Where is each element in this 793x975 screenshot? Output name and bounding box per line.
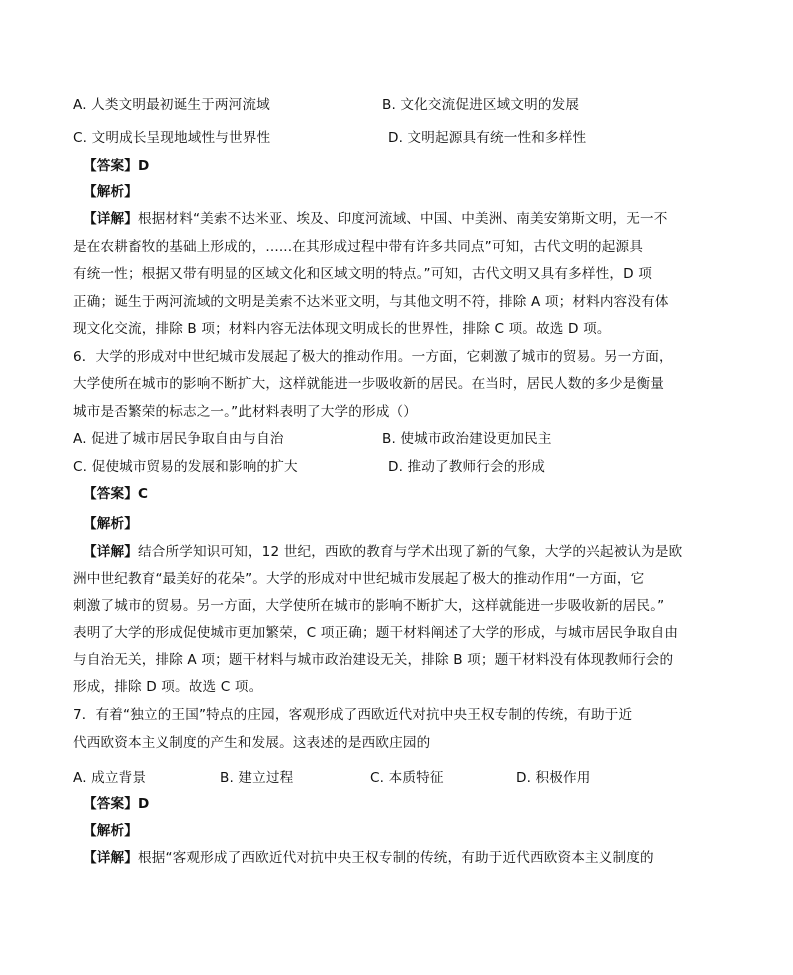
q7-stem-line: 7．有着“独立的王国”特点的庄园，客观形成了西欧近代对抗中央王权专制的传统，有助于近 [73,707,633,723]
q5-analysis-label: 【解析】 [83,184,138,200]
answer-value: D [137,796,150,812]
q7-detail-line [83,848,654,868]
answer-value: D [137,158,150,174]
q5-option-d: D. 文明起源具有统一性和多样性 [388,130,587,146]
q7-option-a: A. 成立背景 [73,770,147,786]
q6-analysis-label: 【解析】 [83,516,138,532]
q6-detail-line: 表明了大学的形成促使城市更加繁荣，C 项正确；题干材料阐述了大学的形成，与城市居民争取自由 [73,625,679,641]
q5-option-a: A. 人类文明最初诞生于两河流域 [73,97,270,113]
q6-option-b: B. 使城市政治建设更加民主 [382,431,552,447]
q6-detail-line: 形成，排除 D 项。故选 C 项。 [73,679,263,695]
q6-option-a: A. 促进了城市居民争取自由与自治 [73,431,284,447]
detail-text: 根据材料“美索不达米亚、埃及、印度河流域、中国、中美洲、南美安第斯文明，无一不 [137,211,668,227]
answer-label: 【答案】 [83,796,138,812]
q5-detail-line: 是在农耕畜牧的基础上形成的，......在其形成过程中带有许多共同点”可知，古代文明的起源具 [73,239,644,255]
q7-option-c: C. 本质特征 [370,770,444,786]
answer-value: C [137,486,149,502]
q5-option-c: C. 文明成长呈现地域性与世界性 [73,130,271,146]
detail-label: 【详解】 [83,850,138,866]
q6-option-c: C. 促使城市贸易的发展和影响的扩大 [73,459,298,475]
q6-option-d: D. 推动了教师行会的形成 [388,459,545,475]
detail-label: 【详解】 [83,211,138,227]
q6-stem-line: 城市是否繁荣的标志之一。”此材料表明了大学的形成（） [73,404,417,420]
q6-detail-line [83,542,682,562]
answer-label: 【答案】 [83,158,138,174]
q5-detail-line: 正确；诞生于两河流域的文明是美索不达米亚文明，与其他文明不符，排除 A 项；材料内容没有体 [73,294,669,310]
q7-option-d: D. 积极作用 [516,770,591,786]
detail-text: 结合所学知识可知，12 世纪，西欧的教育与学术出现了新的气象，大学的兴起被认为是欧 [137,544,683,560]
q6-detail-line: 刺激了城市的贸易。另一方面，大学使所在城市的影响不断扩大，这样就能进一步吸收新的居民。” [73,598,665,614]
q7-analysis-label: 【解析】 [83,823,138,839]
q6-answer [83,484,148,504]
q6-detail-line: 与自治无关，排除 A 项；题干材料与城市政治建设无关，排除 B 项；题干材料没有体现教师行会的 [73,652,674,668]
q6-stem-line: 6．大学的形成对中世纪城市发展起了极大的推动作用。一方面，它刺激了城市的贸易。另一方面， [73,349,673,365]
q7-stem-line: 代西欧资本主义制度的产生和发展。这表述的是西欧庄园的 [73,735,431,751]
q5-detail-line: 现文化交流，排除 B 项；材料内容无法体现文明成长的世界性，排除 C 项。故选 D 项。 [73,321,611,337]
q7-option-b: B. 建立过程 [220,770,294,786]
detail-text: 根据“客观形成了西欧近代对抗中央王权专制的传统，有助于近代西欧资本主义制度的 [137,850,654,866]
q7-answer [83,794,149,814]
q5-option-b: B. 文化交流促进区域文明的发展 [382,97,580,113]
q5-detail-line [83,209,667,229]
answer-label: 【答案】 [83,486,138,502]
q5-answer [83,156,149,176]
q5-detail-line: 有统一性；根据又带有明显的区域文化和区域文明的特点。”可知，古代文明又具有多样性，D 项 [73,266,652,282]
detail-label: 【详解】 [83,544,138,560]
q6-detail-line: 洲中世纪教育“最美好的花朵”。大学的形成对中世纪城市发展起了极大的推动作用“一方面，它 [73,571,645,587]
q6-stem-line: 大学使所在城市的影响不断扩大，这样就能进一步吸收新的居民。在当时，居民人数的多少是衡量 [73,376,664,392]
